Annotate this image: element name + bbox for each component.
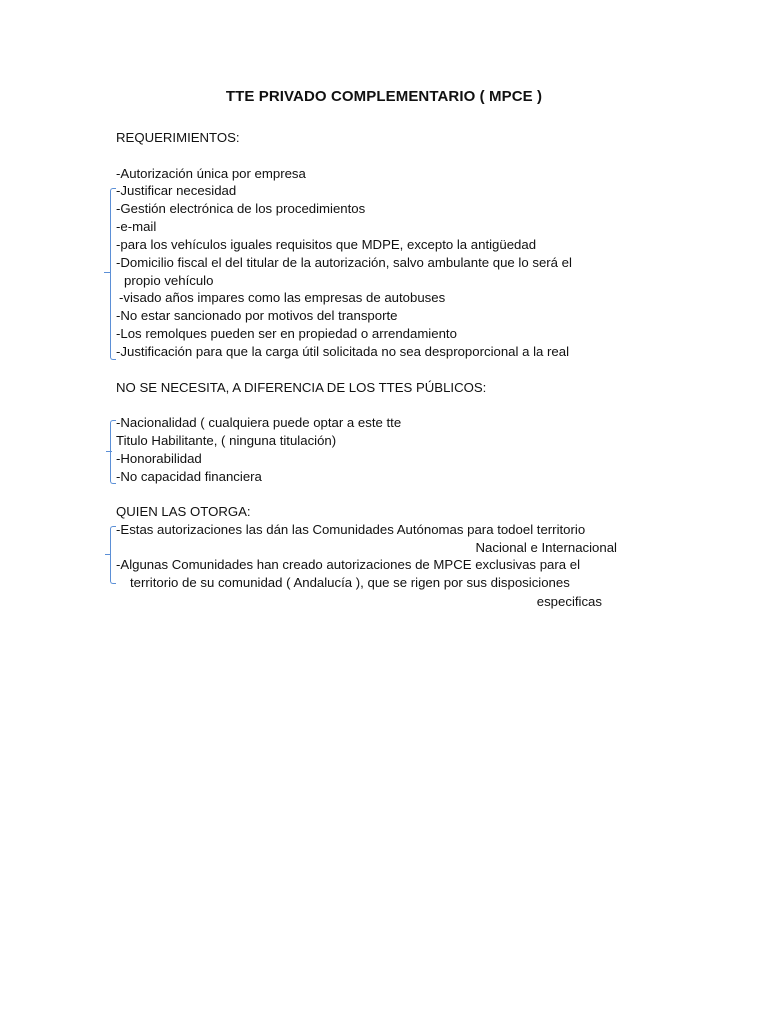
otorga-line: -Algunas Comunidades han creado autorizaciones de MPCE exclusivas para el xyxy=(116,557,581,572)
req-line-continuation: propio vehículo xyxy=(124,273,214,288)
otorga-line-continuation: especificas xyxy=(536,594,602,609)
req-line: -Gestión electrónica de los procedimientos xyxy=(116,201,366,216)
bracket-tick-requerimientos xyxy=(104,272,110,273)
section-heading-quien-otorga: QUIEN LAS OTORGA: xyxy=(116,504,251,519)
req-line: -e-mail xyxy=(116,219,157,234)
req-line: -Autorización única por empresa xyxy=(116,166,306,181)
req-line: -Domicilio fiscal el del titular de la autorización, salvo ambulante que lo será el xyxy=(116,255,572,270)
no-necesita-line: -Nacionalidad ( cualquiera puede optar a este tte xyxy=(116,415,402,430)
otorga-line: -Estas autorizaciones las dán las Comunidades Autónomas para todoel territorio xyxy=(116,522,586,537)
req-line: -Justificación para que la carga útil solicitada no sea desproporcional a la real xyxy=(116,344,570,359)
bracket-tick-no-necesita xyxy=(106,451,112,452)
req-line: -Justificar necesidad xyxy=(116,183,237,198)
no-necesita-line: -No capacidad financiera xyxy=(116,469,262,484)
section-heading-no-necesita: NO SE NECESITA, A DIFERENCIA DE LOS TTES PÚBLICOS: xyxy=(116,380,487,395)
otorga-line-continuation: territorio de su comunidad ( Andalucía ), que se rigen por sus disposiciones xyxy=(130,575,570,590)
req-line: -para los vehículos iguales requisitos que MDPE, excepto la antigüedad xyxy=(116,237,537,252)
req-line: -Los remolques pueden ser en propiedad o arrendamiento xyxy=(116,326,457,341)
no-necesita-line: Titulo Habilitante, ( ninguna titulación) xyxy=(116,433,337,448)
req-line: -No estar sancionado por motivos del transporte xyxy=(116,308,398,323)
no-necesita-line: -Honorabilidad xyxy=(116,451,202,466)
document-title: TTE PRIVADO COMPLEMENTARIO ( MPCE ) xyxy=(225,88,543,105)
otorga-line-continuation: Nacional e Internacional xyxy=(475,540,617,555)
bracket-tick-quien-otorga xyxy=(105,554,111,555)
section-heading-requerimientos: REQUERIMIENTOS: xyxy=(116,130,240,145)
req-line: -visado años impares como las empresas de autobuses xyxy=(119,290,446,305)
